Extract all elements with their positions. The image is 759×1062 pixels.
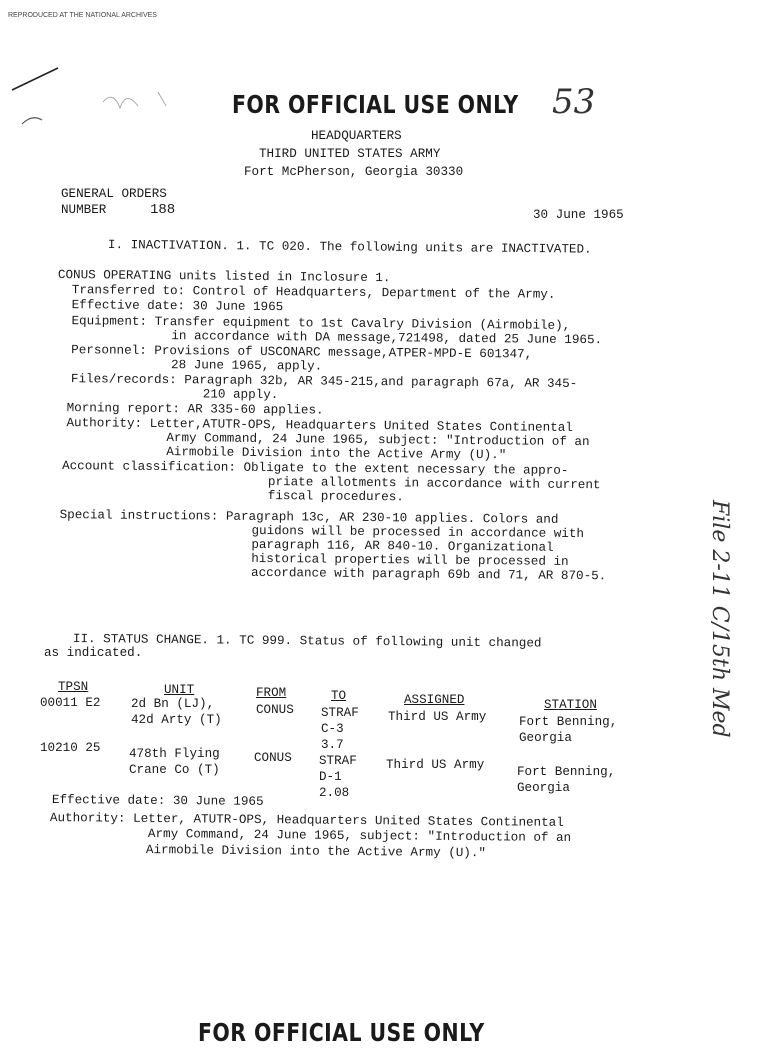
order-number: 188 [150, 202, 176, 218]
section-1-line: Airmobile Division into the Active Army (U)." [166, 445, 507, 463]
section-1-line: in accordance with DA message,721498, dated 25 June 1965. [171, 329, 603, 348]
section-1-line: 210 apply. [202, 387, 279, 403]
header-line-2: THIRD UNITED STATES ARMY [259, 147, 441, 161]
row2-unit-line1: 478th Flying [129, 747, 220, 761]
row2-assigned: Third US Army [386, 758, 485, 772]
section-2-authority-line2: Army Command, 24 June 1965, subject: "Introduction of an [147, 827, 572, 846]
row1-assigned: Third US Army [388, 710, 487, 724]
row1-to-line3: 3.7 [321, 738, 344, 752]
classification-stamp-bottom: FOR OFFICIAL USE ONLY [198, 1018, 485, 1047]
section-1-line: Special instructions: Paragraph 13c, AR 230-10 applies. Colors and [59, 508, 559, 527]
col-header-to: TO [331, 689, 347, 703]
section-2-heading: II. STATUS CHANGE. 1. TC 999. Status of following unit changed [72, 632, 542, 651]
section-1-line: priate allotments in accordance with current [267, 475, 601, 493]
margin-handwritten-note: File 2-11 C/15th Med [707, 500, 732, 738]
row2-from: CONUS [254, 751, 292, 765]
row1-unit-line1: 2d Bn (LJ), [131, 697, 215, 711]
section-1-line: Morning report: AR 335-60 applies. [66, 401, 324, 418]
section-1-heading: I. INACTIVATION. 1. TC 020. The following units are INACTIVATED. [107, 238, 592, 257]
section-1-line: historical properties will be processed in [251, 551, 569, 569]
row1-unit-line2: 42d Arty (T) [131, 713, 222, 727]
section-1-line: guidons will be processed in accordance with [251, 523, 585, 542]
section-1-line: Transferred to: Control of Headquarters, Department of the Army. [71, 283, 556, 302]
section-2-effective: Effective date: 30 June 1965 [51, 793, 264, 809]
section-1-line: Account classification: Obligate to the extent necessary the appro- [62, 459, 569, 478]
header-line-1: HEADQUARTERS [311, 129, 402, 143]
row2-to-line3: 2.08 [319, 786, 350, 800]
section-1-line: 28 June 1965, apply. [171, 358, 323, 374]
row2-station-line2: Georgia [517, 781, 570, 795]
row1-to-line2: C-3 [321, 722, 344, 736]
row1-from: CONUS [256, 703, 294, 717]
section-1-line: Equipment: Transfer equipment to 1st Cavalry Division (Airmobile), [71, 314, 571, 333]
section-2-heading-cont: as indicated. [44, 646, 143, 660]
order-date: 30 June 1965 [533, 208, 624, 222]
general-orders-label: GENERAL ORDERS [61, 187, 167, 201]
col-header-tpsn: TPSN [58, 680, 89, 694]
row1-to-line1: STRAF [321, 706, 359, 720]
row2-to-line1: STRAF [319, 754, 357, 768]
handwriting-marks-icon [8, 60, 178, 140]
section-2-authority-line1: Authority: Letter, ATUTR-OPS, Headquarters United States Continental [49, 811, 564, 830]
classification-stamp-top: FOR OFFICIAL USE ONLY [232, 90, 519, 119]
row1-station-line2: Georgia [519, 731, 572, 745]
section-1-line: paragraph 116, AR 840-10. Organizational [251, 537, 554, 555]
number-label: NUMBER [61, 203, 107, 217]
col-header-assigned: ASSIGNED [404, 693, 465, 707]
header-line-3: Fort McPherson, Georgia 30330 [244, 165, 464, 179]
row2-tpsn: 10210 25 [40, 741, 101, 755]
section-1-body [55, 268, 658, 634]
row2-unit-line2: Crane Co (T) [129, 763, 220, 777]
archive-note: REPRODUCED AT THE NATIONAL ARCHIVES [8, 12, 157, 19]
section-1-line: Files/records: Paragraph 32b, AR 345-215,and paragraph 67a, AR 345- [70, 372, 578, 391]
section-1-line: Personnel: Provisions of USCONARC message,ATPER-MPD-E 601347, [71, 343, 533, 362]
section-1-line: fiscal procedures. [267, 489, 404, 505]
section-1-line: accordance with paragraph 69b and 71, AR 870-5. [251, 565, 607, 584]
section-1-line: Army Command, 24 June 1965, subject: "Introduction of an [166, 431, 590, 450]
col-header-station: STATION [544, 698, 597, 712]
section-2-authority-line3: Airmobile Division into the Active Army (U)." [145, 843, 487, 861]
section-1-line: Authority: Letter,ATUTR-OPS, Headquarters United States Continental [66, 416, 573, 435]
row1-tpsn: 00011 E2 [40, 696, 101, 710]
row2-station-line1: Fort Benning, [517, 765, 616, 779]
row2-to-line2: D-1 [319, 770, 342, 784]
section-1-line: Effective date: 30 June 1965 [71, 298, 284, 315]
col-header-from: FROM [256, 686, 287, 700]
section-1-line: CONUS OPERATING units listed in Inclosure 1. [57, 268, 391, 286]
col-header-unit: UNIT [164, 683, 195, 697]
handwritten-page-number: 53 [552, 82, 596, 122]
row1-station-line1: Fort Benning, [519, 715, 618, 729]
